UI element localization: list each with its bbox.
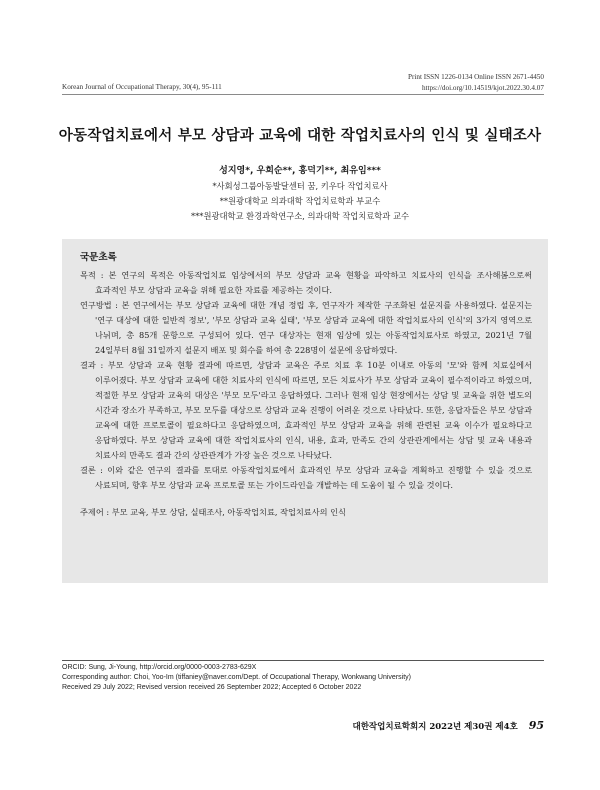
received-dates-footnote: Received 29 July 2022; Revised version received 26 September 2022; Accepted 6 October 2022: [62, 684, 362, 692]
affiliation-1: *사회성그룹아동발달센터 꿈, 키우다 작업치료사: [212, 181, 388, 191]
orcid-footnote: ORCID: Sung, Ji-Young, http://orcid.org/0000-0003-2783-629X: [62, 664, 257, 671]
footnotes: [62, 663, 411, 694]
issn-line: Print ISSN 1226-0134 Online ISSN 2671-4450: [408, 73, 544, 81]
page-number: 95: [528, 719, 544, 732]
abstract-keywords: 주제어 : 부모 교육, 부모 상담, 실태조사, 아동작업치료, 작업치료사의 인식: [80, 507, 346, 517]
journal-footer-text: 대한작업치료학회지 2022년 제30권 제4호: [352, 722, 518, 732]
journal-header-right: [408, 72, 544, 94]
author-list: 성지영*, 우희순**, 홍덕기**, 최유임***: [219, 166, 381, 176]
journal-citation: Korean Journal of Occupational Therapy, 30(4), 95-111: [62, 83, 222, 91]
abstract-purpose: 목적 : 본 연구의 목적은 아동작업치료 임상에서의 부모 상담과 교육 현황을 파악하고 치료사의 인식을 조사해봄으로써 효과적인 부모 상담과 교육을 위해 필요한 자료를 제공하는 것이다.: [80, 270, 532, 295]
journal-footer: [352, 719, 544, 732]
abstract-methods: 연구방법 : 본 연구에서는 부모 상담과 교육에 대한 개념 정립 후, 연구자가 제작한 구조화된 설문지를 사용하였다. 설문지는 '연구 대상에 대한 일반적 정보', '부모 상담과 교육 실태', '부모 상담과 교육에 대한 작업치료사의 인식'의 3가지 영역으로 나뉘며, 총 85개 문항으로 구성되어 있다. 연구 대상자는 현재 임상에 있는 아동작업치료사로 하였고, 2021년 7월 24일부터 8월 31일까지 설문지 배포 및 회수를 하여 총 228명이 설문에 응답하였다.: [80, 300, 532, 355]
abstract-heading: 국문초록: [80, 252, 117, 263]
affiliation-2: **원광대학교 의과대학 작업치료학과 부교수: [219, 196, 381, 206]
header-divider: [62, 94, 544, 95]
doi-line[interactable]: https://doi.org/10.14519/kjot.2022.30.4.07: [421, 84, 544, 92]
affiliation-3: ***원광대학교 환경과학연구소, 의과대학 작업치료학과 교수: [191, 211, 409, 221]
abstract-results: 결과 : 부모 상담과 교육 현황 결과에 따르면, 상담과 교육은 주로 치료 후 10분 이내로 아동의 '모'와 함께 치료실에서 이루어졌다. 부모 상담과 교육에 대한 치료사의 인식에 따르면, 모든 치료사가 부모 상담과 교육이 필수적이라고 하였으며, 적절한 부모 상담과 교육의 대상은 '부모 모두'라고 응답하였다. 그러나 현재 임상 현장에서는 상담 및 교육을 위한 별도의 시간과 장소가 부족하고, 부모 모두를 대상으로 상담과 교육 진행이 어려운 것으로 나타났다. 또한, 응답자들은 부모 상담과 교육에 대한 프로토콜이 필요하다고 응답하였으며, 효과적인 부모 상담과 교육을 위해 관련된 교육 이수가 필요하다고 응답하였다. 부모 상담과 교육에 대한 작업치료사의 인식, 내용, 효과, 만족도 간의 상관관계에서는 상담 및 교육 내용과 치료사의 만족도 결과 간의 상관관계가 가장 높은 것으로 나타났다.: [80, 360, 532, 460]
footnote-divider: [62, 660, 544, 661]
paper-title: 아동작업치료에서 부모 상담과 교육에 대한 작업치료사의 인식 및 실태조사: [58, 128, 542, 144]
abstract-box: [62, 239, 548, 583]
corresponding-author-footnote: Corresponding author: Choi, Yoo-Im (tiffaniey@naver.com/Dept. of Occupational Therapy, Wonkwang University): [62, 674, 411, 682]
abstract-conclusion: 결론 : 이와 같은 연구의 결과를 토대로 아동작업치료에서 효과적인 부모 상담과 교육을 계획하고 진행할 수 있을 것으로 사료되며, 향후 부모 상담과 교육 프로토콜 또는 가이드라인을 개발하는 데 도움이 될 수 있을 것이다.: [80, 465, 532, 490]
